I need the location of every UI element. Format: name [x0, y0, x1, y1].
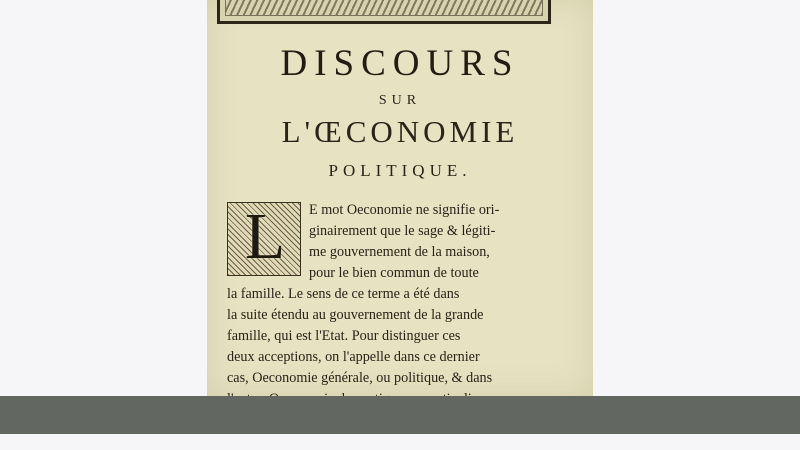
ornamental-dropcap	[227, 202, 301, 276]
body-line: ginairement que le sage & légiti-	[309, 223, 496, 239]
body-line: la famille. Le sens de ce terme a été dans	[227, 286, 460, 302]
body-line: la suite étendu au gouvernement de la grande	[227, 307, 484, 323]
body-line: pour le bien commun de toute	[309, 265, 479, 281]
body-line: cas, Oeconomie générale, ou politique, & dans	[227, 370, 493, 386]
title-sur: SUR	[378, 93, 422, 108]
ornamental-headpiece	[217, 0, 551, 24]
dropcap-letter: L	[244, 200, 286, 273]
title-oeconomie: L'ŒCONOMIE	[281, 114, 519, 149]
title-politique: POLITIQUE.	[328, 161, 472, 180]
body-line: famille, qui est l'Etat. Pour distinguer ces	[227, 328, 461, 344]
title-discours: DISCOURS	[280, 43, 520, 84]
bottom-toolbar-band	[0, 396, 800, 450]
body-line: E mot Oeconomie ne signifie ori-	[309, 202, 500, 218]
body-line: me gouvernement de la maison,	[309, 244, 490, 260]
document-page	[207, 0, 593, 396]
body-line: deux acceptions, on l'appelle dans ce dernier	[227, 349, 480, 365]
